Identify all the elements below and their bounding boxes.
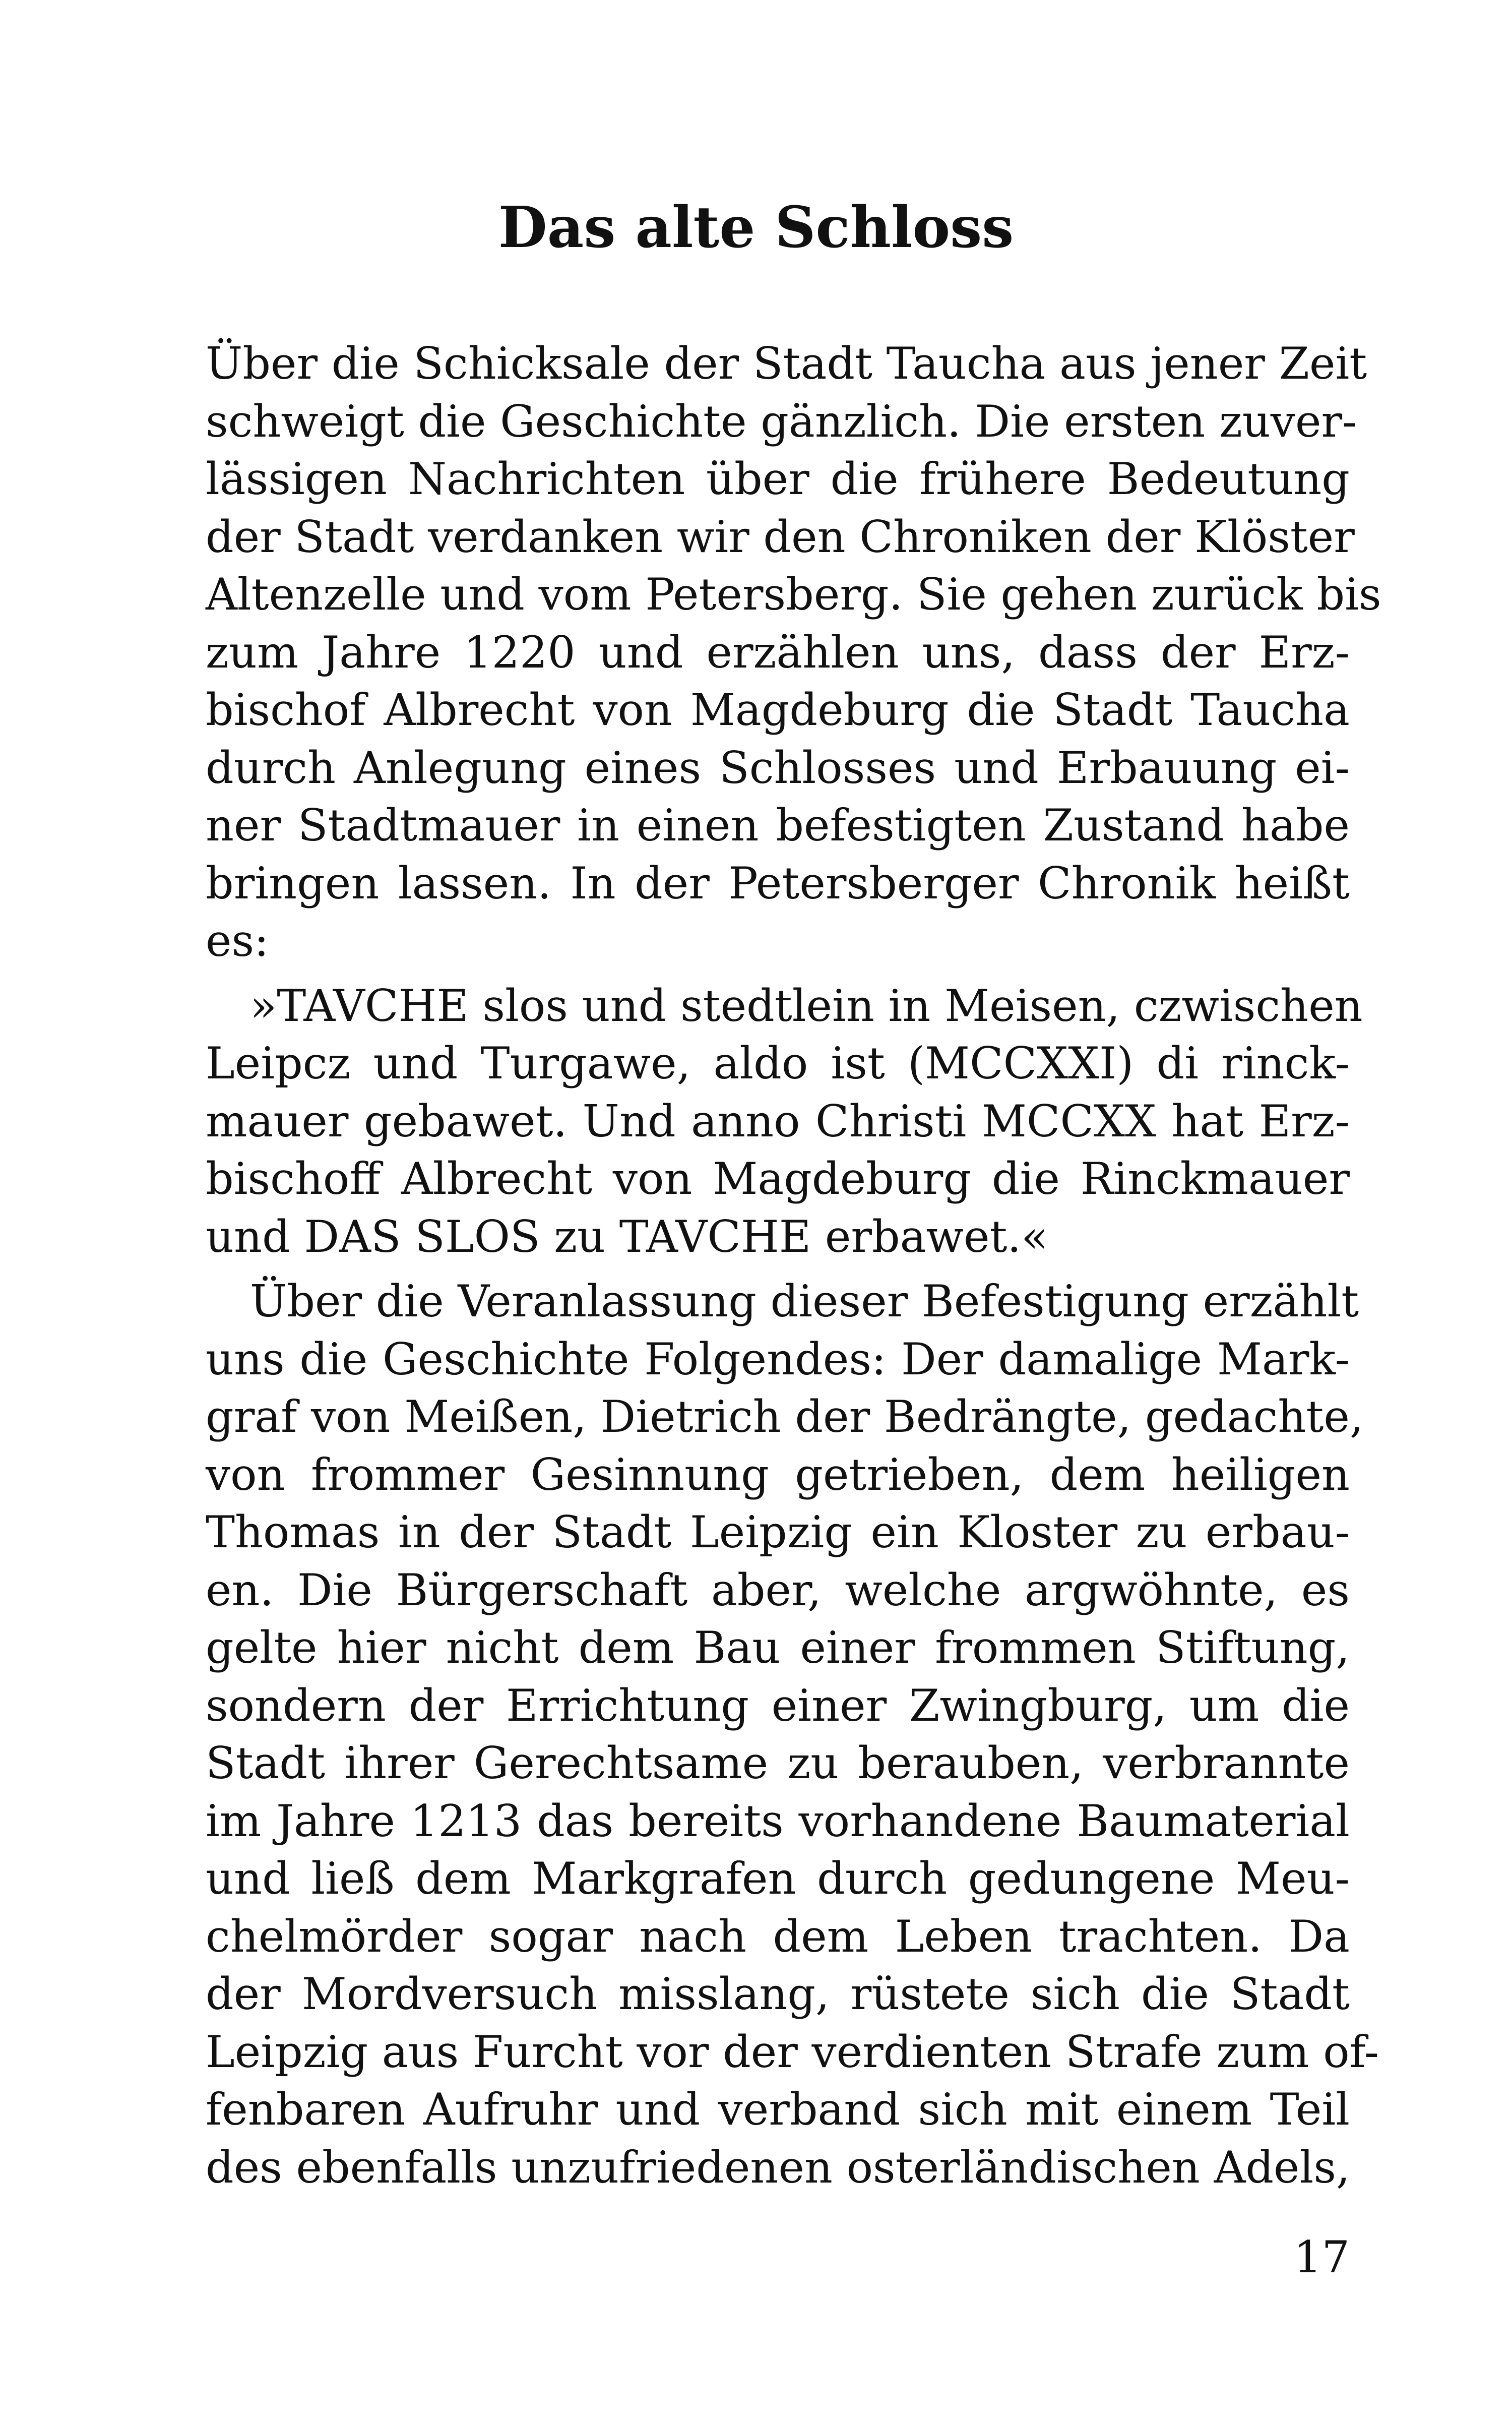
- text-line: Über die Schicksale der Stadt Taucha aus jener Zeit: [206, 338, 1367, 389]
- text-line: Stadt ihrer Gerechtsame zu berauben, verbrannte: [206, 1737, 1350, 1789]
- quote-line: mauer gebawet. Und anno Christi MCCXX hat Erz-: [206, 1095, 1350, 1147]
- text-line: fenbaren Aufruhr und verband sich mit einem Teil: [206, 2084, 1350, 2135]
- text-line: schweigt die Geschichte gänzlich. Die ersten zuver-: [206, 395, 1357, 447]
- text-line: Thomas in der Stadt Leipzig ein Kloster zu erbau-: [206, 1506, 1350, 1558]
- text-line: durch Anlegung eines Schlosses und Erbauung ei-: [206, 742, 1350, 794]
- text-line: des ebenfalls unzufriedenen osterländischen Adels,: [206, 2141, 1350, 2193]
- text-line: sondern der Errichtung einer Zwingburg, um die: [206, 1679, 1350, 1731]
- text-line: bischof Albrecht von Magdeburg die Stadt Taucha: [206, 684, 1350, 736]
- text-line: bringen lassen. In der Petersberger Chronik heißt: [206, 857, 1350, 909]
- text-line: ner Stadtmauer in einen befestigten Zustand habe: [206, 800, 1350, 851]
- paragraph-gap: [206, 970, 1350, 977]
- quote-line: Leipcz und Turgawe, aldo ist (MCCXXI) di rinck-: [206, 1038, 1350, 1089]
- body-text: [206, 335, 1381, 2196]
- text-line: von frommer Gesinnung getrieben, dem heiligen: [206, 1448, 1350, 1500]
- text-line: uns die Geschichte Folgendes: Der damalige Mark-: [206, 1333, 1350, 1385]
- text-line: und ließ dem Markgrafen durch gedungene Meu-: [206, 1853, 1350, 1904]
- text-line: lässigen Nachrichten über die frühere Bedeutung: [206, 453, 1350, 505]
- quote-line: »TAVCHE slos und stedtlein in Meisen, czwischen: [250, 980, 1363, 1032]
- quote-line: bischoff Albrecht von Magdeburg die Rinckmauer: [206, 1153, 1350, 1204]
- text-line: Altenzelle und vom Petersberg. Sie gehen zurück bis: [206, 569, 1381, 620]
- text-line: zum Jahre 1220 und erzählen uns, dass der Erz-: [206, 626, 1350, 678]
- text-line: im Jahre 1213 das bereits vorhandene Baumaterial: [206, 1795, 1350, 1847]
- chapter-title: Das alte Schloss: [498, 195, 1014, 261]
- text-line: es:: [206, 915, 269, 966]
- text-line: Über die Veranlassung dieser Befestigung erzählt: [250, 1276, 1359, 1327]
- text-line: der Mordversuch misslang, rüstete sich die Stadt: [206, 1968, 1350, 2020]
- text-line: Leipzig aus Furcht vor der verdienten Strafe zum of-: [206, 2026, 1379, 2078]
- text-line: chelmörder sogar nach dem Leben trachten. Da: [206, 1910, 1350, 1962]
- text-line: en. Die Bürgerschaft aber, welche argwöhnte, es: [206, 1564, 1350, 1616]
- text-line: der Stadt verdanken wir den Chroniken der Klöster: [206, 511, 1355, 563]
- text-line: gelte hier nicht dem Bau einer frommen Stiftung,: [206, 1622, 1350, 1673]
- page-number: 17: [1294, 2231, 1350, 2283]
- paragraph-gap: [206, 1265, 1350, 1273]
- text-line: graf von Meißen, Dietrich der Bedrängte, gedachte,: [206, 1391, 1364, 1442]
- quote-line: und DAS SLOS zu TAVCHE erbawet.«: [206, 1211, 1048, 1262]
